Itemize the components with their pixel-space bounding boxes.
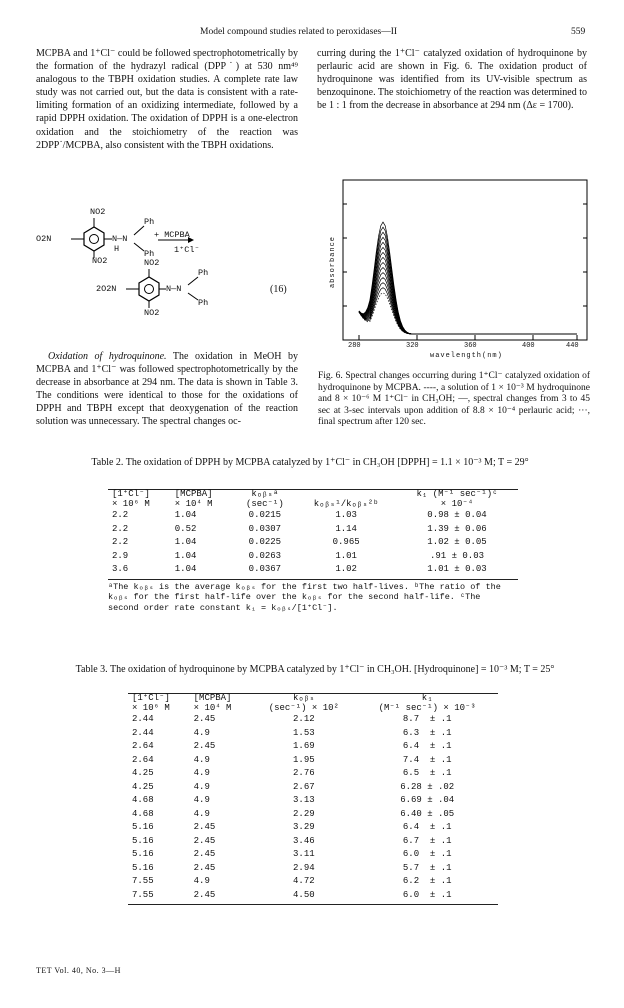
right-column-para1 (317, 47, 587, 112)
product-ph2: Ph (198, 298, 209, 308)
figure-6-plot (315, 176, 590, 366)
table3-row-cell: 4.9 (193, 795, 210, 805)
table2-row-cell: 1.04 (174, 564, 197, 574)
reaction-scheme-svg (36, 198, 301, 333)
table3-row-cell: 2.45 (193, 822, 216, 832)
table3-row-cell: 5.16 (132, 849, 154, 859)
table3-row-cell: 4.9 (193, 808, 210, 819)
table3-row-cell: 2.44 (132, 727, 154, 738)
x-tick-400: 400 (522, 342, 535, 350)
table3-row-cell: 3.13 (293, 795, 315, 805)
table3-row (128, 889, 498, 903)
table2-body (108, 509, 518, 577)
table3-row-cell: 2.76 (293, 768, 315, 778)
table2-row-cell: 1.04 (174, 510, 197, 520)
table3-row-cell: 7.55 (132, 889, 154, 900)
t2-header-c2-l1: [MCPBA] (174, 489, 213, 499)
table3-row (128, 740, 498, 754)
t2-header-c2-l2: × 10⁴ M (174, 498, 213, 509)
reactant-o2n: O2N (36, 234, 52, 244)
plus-mcpba: + MCPBA (154, 230, 190, 240)
table3-row-cell: 4.25 (132, 781, 154, 792)
x-tick-360: 360 (464, 342, 477, 350)
table3-row-cell: 6.4 ± .1 (402, 741, 452, 751)
table3-row-cell: 4.50 (293, 889, 315, 900)
table2-row-cell: 2.2 (112, 537, 129, 547)
table2-row (108, 536, 518, 550)
table2-row-cell: 0.965 (332, 537, 360, 547)
table3-row (128, 794, 498, 808)
catalyst-label: 1⁺Cl⁻ (174, 245, 200, 255)
table3-row-cell: 6.2 ± .1 (402, 876, 452, 886)
left-para1-text: MCPBA and 1⁺Cl⁻ could be followed spectrophotometrically by the formation of the hydrazyl radical (DPP˙) at 530 nm⁴⁹ analogous to the TBPH oxidation studies. A complete rate law study was not carried out, but the data is consistent with a rate-limiting formation of an oxidizing intermediate, followed by a rapid DPPH oxidation. The oxidation of DPPH is a one-electron oxidation and the stoichiometry of the reaction was 2DPP˙/MCPBA, also consistent with the TBPH oxidations. (36, 48, 298, 151)
table2-row (108, 563, 518, 577)
t3-header-c3-l2: (sec⁻¹) × 10² (268, 702, 339, 713)
reactant-ph1: Ph (144, 217, 155, 227)
table3-row (128, 848, 498, 862)
table3-row-cell: 3.11 (293, 849, 315, 859)
figure-6 (315, 176, 590, 366)
table3-row-cell: 2.12 (293, 714, 315, 724)
table2-row-cell: 1.14 (335, 523, 357, 534)
t2-header-c1-l1: [1⁺Cl⁻] (112, 489, 150, 499)
table3-row (128, 808, 498, 822)
table3-row-cell: 5.16 (132, 862, 154, 873)
t3-header-c2-l1: [MCPBA] (193, 693, 232, 703)
table3-row-cell: 6.4 ± .1 (402, 822, 452, 832)
table3-row-cell: 6.40 ± .05 (400, 808, 455, 819)
t3-header-c4-l2: (M⁻¹ sec⁻¹) × 10⁻³ (378, 702, 476, 713)
table3-row (128, 727, 498, 741)
table3-row-cell: 2.44 (132, 714, 154, 724)
table3-row-cell: 6.7 ± .1 (402, 835, 452, 846)
left-column-para1 (36, 47, 298, 152)
reactant-benzene-ring (84, 227, 104, 251)
table3-row-cell: 1.95 (293, 754, 315, 765)
table3-row-cell: 7.4 ± .1 (402, 754, 452, 765)
table3-row (128, 713, 498, 727)
table2-row-cell: 1.01 (335, 550, 357, 561)
table2-row-cell: 0.0307 (248, 523, 282, 534)
t2-header-c5-l1: k₁ (M⁻¹ sec⁻¹)ᶜ (416, 489, 498, 499)
reaction-equation (36, 198, 301, 333)
table3-row (128, 875, 498, 889)
table3-row-cell: 3.46 (293, 835, 315, 846)
table3-row-cell: 2.45 (193, 714, 216, 724)
table3-row-cell: 6.28 ± .02 (400, 781, 455, 792)
left-para2-text: The oxidation in MeOH by MCPBA and 1⁺Cl⁻ was followed spectrophotometrically by the decrease in absorbance at 294 nm. The data is shown in Table 3. The conditions were identical to those for the oxidations of DPPH and TBPH except that deoxygenation of the reaction solution was unnecessary. The spectral changes oc- (36, 351, 298, 428)
product-no2-bottom: NO2 (144, 308, 160, 318)
table2-row-cell: 3.6 (112, 564, 129, 574)
journal-footer: TET Vol. 40, No. 3—H (36, 966, 121, 975)
table3-row-cell: 2.67 (293, 781, 315, 792)
reactant-ring-circle (90, 235, 99, 244)
t3-header-c4-l1: k₁ (421, 693, 433, 703)
reactant-nn: N—N (112, 234, 128, 244)
table2-row-cell: 1.04 (174, 550, 197, 561)
table3-row (128, 754, 498, 768)
table2-row-cell: 0.0367 (248, 564, 282, 574)
table2-row-cell: 2.2 (112, 523, 129, 534)
table3 (128, 693, 498, 905)
table3-row-cell: 4.68 (132, 808, 154, 819)
table3-row-cell: 6.0 ± .1 (402, 849, 452, 859)
table2-row-cell: 1.03 (335, 510, 357, 520)
table2-row-cell: 2.9 (112, 550, 129, 561)
table3-row-cell: 7.55 (132, 876, 154, 886)
table3-row-cell: 6.5 ± .1 (402, 768, 452, 778)
table3-title: Table 3. The oxidation of hydroquinone by MCPBA catalyzed by 1⁺Cl⁻ in CH₃OH. [Hydroquinone] = 10⁻³ M; T = 25° (75, 664, 555, 675)
table2-row (108, 509, 518, 523)
x-axis-label: wavelength(nm) (430, 352, 503, 360)
right-para1-text: curring during the 1⁺Cl⁻ catalyzed oxidation of hydroquinone by perlauric acid are shown in Fig. 6. The oxidation product of hydroquinone was identified from its UV-visible spectrum as benzoquinone. The stoichiometry of the reaction was determined to be 1 : 1 from the decrease in absorbance at 294 nm (Δε = 1700). (317, 48, 588, 112)
table3-row-cell: 6.3 ± .1 (402, 727, 452, 738)
table3-row-cell: 1.53 (293, 727, 315, 738)
table2-title: Table 2. The oxidation of DPPH by MCPBA catalyzed by 1⁺Cl⁻ in CH₃OH [DPPH] = 1.1 × 10⁻³ M; T = 29° (91, 457, 529, 468)
table3-row-cell: 4.72 (293, 876, 315, 886)
table3-row (128, 862, 498, 876)
product-no2-top: NO2 (144, 258, 160, 268)
t2-header-c3-l2: (sec⁻¹) (245, 498, 284, 509)
table3-row-cell: 5.16 (132, 835, 154, 846)
t2-header-c4-l1: kₒᵦₛ¹/kₒᵦₛ²ᵇ (313, 498, 379, 509)
reactant-ph2: Ph (144, 249, 155, 259)
table2-row (108, 550, 518, 564)
table2-row-cell: 1.02 (335, 564, 357, 574)
table3-row-cell: 1.69 (293, 741, 315, 751)
table3-row-cell: 4.68 (132, 795, 154, 805)
table3-row-cell: 2.94 (293, 862, 315, 873)
product-ph1: Ph (198, 268, 209, 278)
t2-header-c1-l2: × 10⁶ M (112, 498, 150, 509)
table3-row (128, 781, 498, 795)
x-tick-320: 320 (406, 342, 419, 350)
table2-row (108, 523, 518, 537)
table3-row-cell: 2.45 (193, 862, 216, 873)
table3-row-cell: 4.9 (193, 768, 210, 778)
table3-row-cell: 5.16 (132, 822, 154, 832)
spectra-curves (359, 222, 577, 334)
table2-row-cell: 2.2 (112, 510, 129, 520)
table3-row-cell: 2.45 (193, 889, 216, 900)
table3-row-cell: 2.64 (132, 741, 154, 751)
table3-row-cell: 8.7 ± .1 (402, 714, 452, 724)
table3-row-cell: 2.45 (193, 835, 216, 846)
hydroquinone-heading: Oxidation of hydroquinone. (48, 351, 167, 362)
table2-row-cell: 1.01 ± 0.03 (427, 564, 487, 574)
t3-header-c2-l2: × 10⁴ M (193, 702, 232, 713)
t2-header-c5-l2: × 10⁻⁴ (440, 498, 474, 509)
page-number: 559 (571, 27, 586, 37)
table3-row (128, 821, 498, 835)
t3-header-c1-l2: × 10⁶ M (132, 702, 170, 713)
table2-row-cell: 1.39 ± 0.06 (427, 523, 487, 534)
reactant-no2-bottom: NO2 (92, 256, 108, 266)
table2-row-cell: 0.0225 (248, 537, 282, 547)
reactant-no2-top: NO2 (90, 207, 106, 217)
x-tick-280: 280 (348, 342, 361, 350)
table3-row-cell: 4.25 (132, 768, 154, 778)
table2-row-cell: 0.98 ± 0.04 (427, 510, 487, 520)
table3-row-cell: 2.29 (293, 808, 315, 819)
table3-header-row (128, 694, 498, 713)
table2-row-cell: 1.04 (174, 537, 197, 547)
product-ring-circle (145, 285, 154, 294)
table3-row (128, 835, 498, 849)
left-column-para2 (36, 350, 298, 429)
table3-row-cell: 5.7 ± .1 (402, 862, 452, 873)
t3-header-c1-l1: [1⁺Cl⁻] (132, 693, 170, 703)
y-axis-label: absorbance (329, 236, 337, 289)
table2-row-cell: 0.0215 (248, 510, 282, 520)
table2-grid (108, 490, 518, 577)
product-benzene-ring (139, 277, 159, 301)
reactant-h: H (114, 244, 120, 254)
table2-row-cell: .91 ± 0.03 (430, 550, 485, 561)
table2-footnote: ᵃThe kₒᵦₛ is the average kₒᵦₛ for the first two half-lives. ᵇThe ratio of the kₒᵦₛ for the first half-life over the kₒᵦₛ for the second half-life. ᶜThe second order rate constant k₁ = kₒᵦₛ/[1⁺Cl⁻]. (108, 581, 501, 613)
product-nn: N—N (166, 284, 182, 294)
table3-row-cell: 4.9 (193, 876, 210, 886)
table3-row (128, 767, 498, 781)
table3-row-cell: 6.0 ± .1 (402, 889, 452, 900)
table3-row-cell: 2.45 (193, 741, 216, 751)
table2-row-cell: 0.52 (174, 523, 197, 534)
table2-header-row (108, 490, 518, 509)
table3-body (128, 713, 498, 902)
table3-row-cell: 6.69 ± .04 (400, 795, 455, 805)
t2-header-c3-l1: kₒᵦₛᵃ (251, 489, 279, 499)
product-2o2n: 2O2N (96, 284, 117, 294)
table2-row-cell: 0.0263 (248, 550, 282, 561)
figure-6-caption: Fig. 6. Spectral changes occurring during 1⁺Cl⁻ catalyzed oxidation of hydroquinone by MCPBA. ----, a solution of 1 × 10⁻³ M hydroquinone and 8 × 10⁻⁶ M 1⁺Cl⁻ in CH₃OH; —, spectral changes from 3 to 45 sec at 3-sec intervals upon addition of 8.8 × 10⁻⁴ perlauric acid; ···, final spectrum after 120 sec. (318, 371, 590, 428)
table3-row-cell: 4.9 (193, 727, 210, 738)
table3-grid (128, 694, 498, 902)
t3-header-c3-l1: kₒᵦₛ (293, 693, 315, 703)
equation-number: (16) (270, 284, 287, 295)
table3-row-cell: 2.64 (132, 754, 154, 765)
table2 (108, 489, 518, 613)
table3-row-cell: 4.9 (193, 754, 210, 765)
table3-row-cell: 4.9 (193, 781, 210, 792)
running-title: Model compound studies related to peroxidases—II (200, 27, 398, 37)
table3-row-cell: 3.29 (293, 822, 315, 832)
table2-row-cell: 1.02 ± 0.05 (427, 537, 487, 547)
table3-row-cell: 2.45 (193, 849, 216, 859)
x-tick-440: 440 (566, 342, 579, 350)
